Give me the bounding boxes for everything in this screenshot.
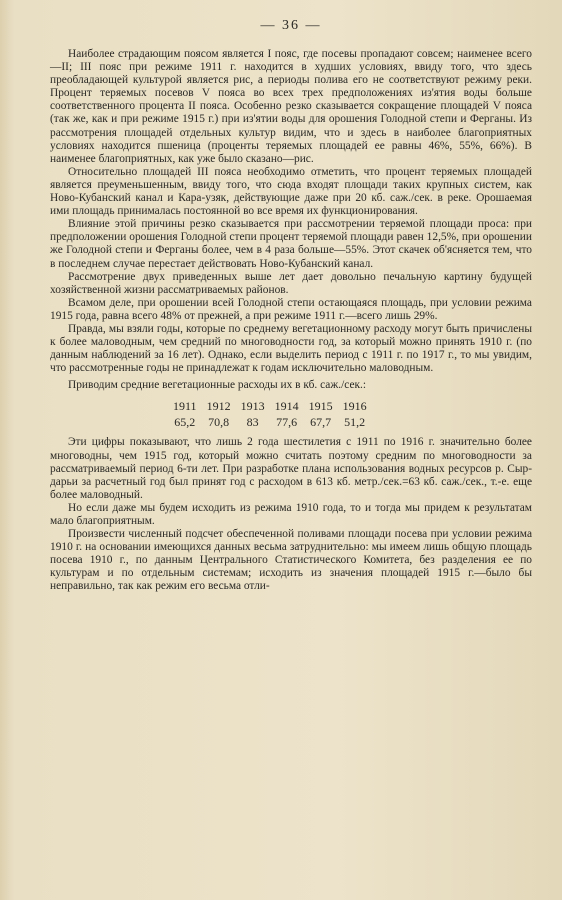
- year-cell: 1914: [274, 399, 299, 414]
- flow-cell: 65,2: [174, 415, 196, 430]
- paragraph: Относительно площадей III пояса необходимо отметить, что процент теряемых площадей является преуменьшенным, ввиду того, что сюда входят площади таких крупных систем, как Ново-Кубанский канал и Кара-узяк, действующие даже при 20 кб. саж./сек. в реке. Орошаемая ими площадь принималась постоянной во все время их функционирования.: [50, 165, 532, 218]
- year-cell: 1913: [240, 399, 265, 414]
- flow-cell: 83: [246, 415, 259, 430]
- paragraph: Эти цифры показывают, что лишь 2 года шестилетия с 1911 по 1916 г. значительно более многоводны, чем 1915 год, который можно считать поэтому средним по многоводности за рассматриваемый период 6-ти лет. При разработке плана использования водных ресурсов р. Сыр-дарьи за расчетный год был принят год с расходом в 613 кб. метр./сек.=63 кб. саж./сек., т.-е. еще более маловодный.: [50, 436, 532, 501]
- flow-cell: 67,7: [310, 415, 332, 430]
- paragraph: Рассмотрение двух приведенных выше лет дает довольно печальную картину будущей хозяйственной жизни рассматриваемых районов.: [50, 270, 532, 296]
- flow-cell: 77,6: [276, 415, 298, 430]
- paragraph: Наиболее страдающим поясом является I пояс, где посевы пропадают совсем; наименее всего—II; III пояс при режиме 1911 г. находится в худших условиях, ввиду того, что здесь преобладающей культурой является рис, а периоды полива его не соответствуют режиму реки. Процент теряемых посевов V пояса во всех трех предположениях из'ятия воды больше соответственного процента II пояса. Особенно резко сказывается сокращение площадей V пояса (так же, как и при режиме 1915 г.) при из'ятии воды для орошения Голодной степи и Ферганы. Из рассмотрения площадей отдельных культур видим, что и здесь в наиболее благоприятных условиях находится пшеница (проценты теряемых площадей ее равны 46%, 55%, 66%). В наименее благоприятных, как уже было сказано—рис.: [50, 48, 532, 165]
- paragraph: Но если даже мы будем исходить из режима 1910 года, то и тогда мы придем к результатам мало благоприятным.: [50, 501, 532, 527]
- flow-cell: 51,2: [344, 415, 366, 430]
- year-cell: 1915: [308, 399, 333, 414]
- paragraph: Всамом деле, при орошении всей Голодной степи остающаяся площадь, при условии режима 1915 года, равна всего 48% от прежней, а при режиме 1911 г.—всего лишь 29%.: [50, 296, 532, 322]
- flow-table: [168, 398, 372, 430]
- year-cell: 1912: [206, 399, 231, 414]
- table-row-flows: [168, 414, 372, 430]
- paragraph: Влияние этой причины резко сказывается при рассмотрении теряемой площади проса: при предположении орошения Голодной степи процент теряемой площади равен 12,5%, при орошении же Голодной степи и Ферганы более, чем в 4 раза больше—55%. Этот скачек об'ясняется тем, что в последнем случае перестает действовать Ново-Кубанский канал.: [50, 218, 532, 270]
- year-cell: 1911: [173, 399, 197, 414]
- year-cell: 1916: [342, 399, 367, 414]
- table-caption: Приводим средние вегетационные расходы их в кб. саж./сек.:: [68, 379, 367, 392]
- paragraph: Произвести численный подсчет обеспеченной поливами площади посева при условии режима 1910 г. на основании имеющихся данных весьма затруднительно: мы имеем лишь общую площадь посева 1910 г., по данным Центрального Статистического Комитета, без разделения ее по культурам и по отдельным системам; исходить из значения площадей 1915 г.—было бы неправильно, так как режим его весьма отли-: [50, 528, 532, 593]
- table-row-years: [168, 398, 372, 414]
- flow-cell: 70,8: [208, 415, 230, 430]
- paragraph: Правда, мы взяли годы, которые по среднему вегетационному расходу могут быть причислены к более маловодным, чем средний по многоводности год, за который можно принять 1910 г. (по данным наблюдений за 16 лет). Однако, если выделить период с 1911 г. по 1917 г., то мы увидим, что рассмотренные годы не принадлежат к годам исключительно маловодным.: [50, 322, 532, 375]
- page-number: — 36 —: [260, 18, 322, 33]
